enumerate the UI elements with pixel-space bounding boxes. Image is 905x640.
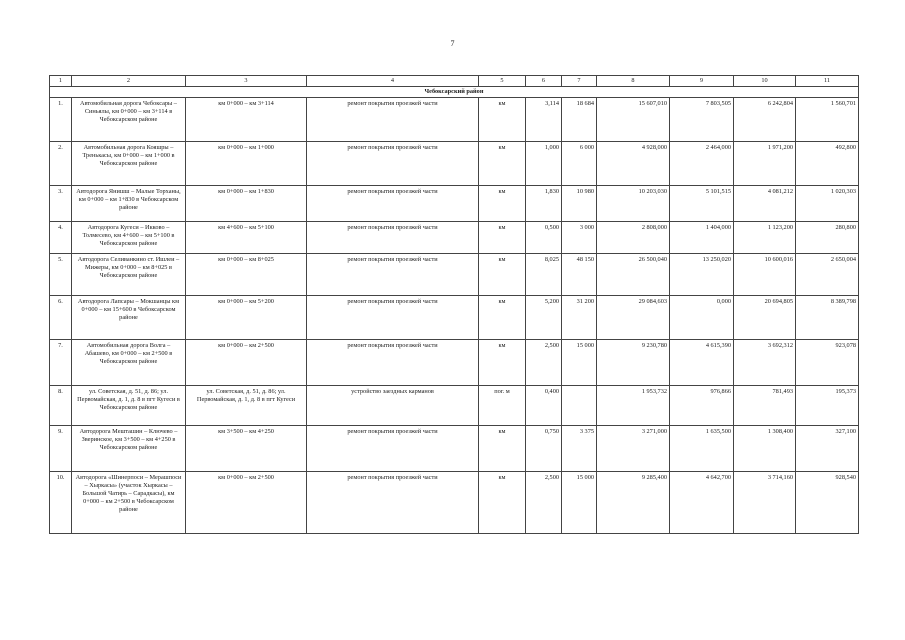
region-row bbox=[50, 87, 859, 98]
col-8-value: 9 285,400 bbox=[597, 472, 670, 534]
quantity: 0,750 bbox=[526, 426, 562, 472]
work-type: ремонт покрытия проезжей части bbox=[307, 142, 479, 186]
col-11-value: 195,373 bbox=[796, 386, 859, 426]
unit: км bbox=[479, 222, 526, 254]
road-section: км 0+000 – км 2+500 bbox=[186, 472, 307, 534]
row-number: 6. bbox=[50, 296, 72, 340]
unit: км bbox=[479, 98, 526, 142]
table-row bbox=[50, 254, 859, 296]
quantity: 1,830 bbox=[526, 186, 562, 222]
unit: км bbox=[479, 296, 526, 340]
col-8-value: 29 084,603 bbox=[597, 296, 670, 340]
road-section: км 0+000 – км 1+000 bbox=[186, 142, 307, 186]
works-table bbox=[49, 75, 859, 534]
col-9-value: 7 803,505 bbox=[670, 98, 734, 142]
col-10-value: 6 242,804 bbox=[734, 98, 796, 142]
table-row bbox=[50, 386, 859, 426]
column-number: 1 bbox=[50, 76, 72, 87]
column-number: 8 bbox=[597, 76, 670, 87]
work-type: ремонт покрытия проезжей части bbox=[307, 98, 479, 142]
row-number: 3. bbox=[50, 186, 72, 222]
col-8-value: 3 271,000 bbox=[597, 426, 670, 472]
col-9-value: 4 642,700 bbox=[670, 472, 734, 534]
table-row bbox=[50, 426, 859, 472]
col-11-value: 2 650,004 bbox=[796, 254, 859, 296]
col-11-value: 928,540 bbox=[796, 472, 859, 534]
column-number: 6 bbox=[526, 76, 562, 87]
road-name: Автодорога Мешташин – Ключево – Зверинское, км 3+500 – км 4+250 в Чебоксарском районе bbox=[72, 426, 186, 472]
col-7-value: 3 375 bbox=[562, 426, 597, 472]
road-name: Автодорога Селиванкино ст. Ишлеи – Мижеры, км 0+000 – км 8+025 в Чебоксарском районе bbox=[72, 254, 186, 296]
quantity: 2,500 bbox=[526, 472, 562, 534]
road-name: Автодорога «Шинерпоси – Мерашпоси – Хыркасы» (участок Хыркасы – Большой Чатирь – Сарадкасы), км 0+000 – км 2+500 в Чебоксарском районе bbox=[72, 472, 186, 534]
column-number: 3 bbox=[186, 76, 307, 87]
work-type: ремонт покрытия проезжей части bbox=[307, 186, 479, 222]
col-10-value: 1 971,200 bbox=[734, 142, 796, 186]
col-10-value: 4 081,212 bbox=[734, 186, 796, 222]
unit: км bbox=[479, 254, 526, 296]
col-10-value: 3 714,160 bbox=[734, 472, 796, 534]
road-name: Автомобильная дорога Кояшры – Тренькасы, км 0+000 – км 1+000 в Чебоксарском районе bbox=[72, 142, 186, 186]
road-name: Автомобильная дорога Чебоксары – Синьялы, км 0+000 – км 3+114 в Чебоксарском районе bbox=[72, 98, 186, 142]
col-9-value: 1 404,000 bbox=[670, 222, 734, 254]
col-9-value: 976,866 bbox=[670, 386, 734, 426]
road-name: Автодорога Янишш – Малые Торханы, км 0+000 – км 1+830 в Чебоксарском районе bbox=[72, 186, 186, 222]
road-name: Автомобильная дорога Волга – Абашево, км 0+000 – км 2+500 в Чебоксарском районе bbox=[72, 340, 186, 386]
row-number: 1. bbox=[50, 98, 72, 142]
work-type: ремонт покрытия проезжей части bbox=[307, 254, 479, 296]
col-8-value: 15 607,010 bbox=[597, 98, 670, 142]
road-section: км 0+000 – км 5+200 bbox=[186, 296, 307, 340]
row-number: 7. bbox=[50, 340, 72, 386]
road-section: км 4+600 – км 5+100 bbox=[186, 222, 307, 254]
row-number: 2. bbox=[50, 142, 72, 186]
col-7-value: 3 000 bbox=[562, 222, 597, 254]
quantity: 0,500 bbox=[526, 222, 562, 254]
road-name: Автодорога Кугеси – Икково – Толмесево, км 4+600 – км 5+100 в Чебоксарском районе bbox=[72, 222, 186, 254]
col-9-value: 0,000 bbox=[670, 296, 734, 340]
col-7-value: 31 200 bbox=[562, 296, 597, 340]
col-8-value: 2 808,000 bbox=[597, 222, 670, 254]
table-row bbox=[50, 340, 859, 386]
column-number: 2 bbox=[72, 76, 186, 87]
unit: км bbox=[479, 426, 526, 472]
col-7-value: 15 000 bbox=[562, 340, 597, 386]
row-number: 10. bbox=[50, 472, 72, 534]
unit: км bbox=[479, 186, 526, 222]
road-section: км 0+000 – км 8+025 bbox=[186, 254, 307, 296]
unit: км bbox=[479, 472, 526, 534]
col-11-value: 492,800 bbox=[796, 142, 859, 186]
work-type: ремонт покрытия проезжей части bbox=[307, 426, 479, 472]
col-7-value: 18 684 bbox=[562, 98, 597, 142]
col-11-value: 280,800 bbox=[796, 222, 859, 254]
quantity: 5,200 bbox=[526, 296, 562, 340]
road-name: Автодорога Лапсары – Мокшанцы км 0+000 – км 15+600 в Чебоксарском районе bbox=[72, 296, 186, 340]
table-row bbox=[50, 222, 859, 254]
col-9-value: 1 635,500 bbox=[670, 426, 734, 472]
region-heading: Чебоксарский район bbox=[50, 87, 859, 98]
col-10-value: 3 692,312 bbox=[734, 340, 796, 386]
table-row bbox=[50, 98, 859, 142]
quantity: 8,025 bbox=[526, 254, 562, 296]
unit: км bbox=[479, 142, 526, 186]
table-row bbox=[50, 472, 859, 534]
col-7-value: 15 000 bbox=[562, 472, 597, 534]
col-7-value: 48 150 bbox=[562, 254, 597, 296]
col-9-value: 4 615,390 bbox=[670, 340, 734, 386]
col-8-value: 4 928,000 bbox=[597, 142, 670, 186]
col-10-value: 20 694,805 bbox=[734, 296, 796, 340]
quantity: 2,500 bbox=[526, 340, 562, 386]
column-number: 10 bbox=[734, 76, 796, 87]
road-section: км 0+000 – км 2+500 bbox=[186, 340, 307, 386]
work-type: ремонт покрытия проезжей части bbox=[307, 296, 479, 340]
col-11-value: 8 389,798 bbox=[796, 296, 859, 340]
work-type: ремонт покрытия проезжей части bbox=[307, 472, 479, 534]
col-10-value: 10 600,016 bbox=[734, 254, 796, 296]
col-10-value: 1 308,400 bbox=[734, 426, 796, 472]
unit: пог. м bbox=[479, 386, 526, 426]
col-11-value: 1 020,303 bbox=[796, 186, 859, 222]
col-10-value: 1 123,200 bbox=[734, 222, 796, 254]
col-7-value: 6 000 bbox=[562, 142, 597, 186]
col-8-value: 26 500,040 bbox=[597, 254, 670, 296]
road-section: км 0+000 – км 3+114 bbox=[186, 98, 307, 142]
col-7-value: 10 980 bbox=[562, 186, 597, 222]
row-number: 9. bbox=[50, 426, 72, 472]
road-section: км 0+000 – км 1+830 bbox=[186, 186, 307, 222]
road-section: ул. Советская, д. 51, д. 86; ул. Первомайская, д. 1, д. 8 в пгт Кугеси bbox=[186, 386, 307, 426]
col-9-value: 5 101,515 bbox=[670, 186, 734, 222]
table-row bbox=[50, 142, 859, 186]
quantity: 1,000 bbox=[526, 142, 562, 186]
column-number: 7 bbox=[562, 76, 597, 87]
col-8-value: 10 203,030 bbox=[597, 186, 670, 222]
quantity: 0,400 bbox=[526, 386, 562, 426]
col-11-value: 1 560,701 bbox=[796, 98, 859, 142]
column-number: 4 bbox=[307, 76, 479, 87]
row-number: 8. bbox=[50, 386, 72, 426]
col-7-value bbox=[562, 386, 597, 426]
column-number: 9 bbox=[670, 76, 734, 87]
col-9-value: 13 250,020 bbox=[670, 254, 734, 296]
row-number: 4. bbox=[50, 222, 72, 254]
column-number: 11 bbox=[796, 76, 859, 87]
col-8-value: 1 953,732 bbox=[597, 386, 670, 426]
col-11-value: 327,100 bbox=[796, 426, 859, 472]
page-number: 7 bbox=[450, 39, 455, 48]
column-number: 5 bbox=[479, 76, 526, 87]
column-number-row bbox=[50, 76, 859, 87]
unit: км bbox=[479, 340, 526, 386]
col-9-value: 2 464,000 bbox=[670, 142, 734, 186]
work-type: ремонт покрытия проезжей части bbox=[307, 340, 479, 386]
work-type: устройство заездных карманов bbox=[307, 386, 479, 426]
road-name: ул. Советская, д. 51, д. 86; ул. Первомайская, д. 1, д. 8 в пгт Кугеси в Чебоксарском районе bbox=[72, 386, 186, 426]
road-section: км 3+500 – км 4+250 bbox=[186, 426, 307, 472]
table-row bbox=[50, 186, 859, 222]
row-number: 5. bbox=[50, 254, 72, 296]
work-type: ремонт покрытия проезжей части bbox=[307, 222, 479, 254]
quantity: 3,114 bbox=[526, 98, 562, 142]
col-10-value: 781,493 bbox=[734, 386, 796, 426]
col-8-value: 9 230,780 bbox=[597, 340, 670, 386]
col-11-value: 923,078 bbox=[796, 340, 859, 386]
table-row bbox=[50, 296, 859, 340]
